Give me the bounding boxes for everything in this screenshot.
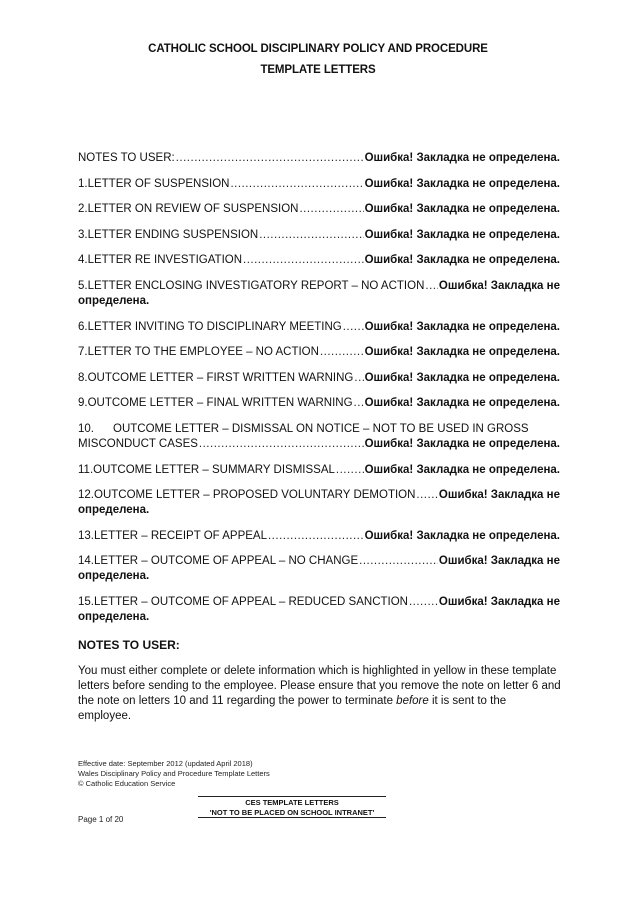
notes-emphasis: before (396, 695, 429, 707)
toc-entry-10[interactable] (78, 422, 560, 452)
toc-page-ref: Ошибка! Закладка не определена. (364, 346, 560, 359)
footer-meta (78, 759, 270, 789)
toc-label: LETTER ENCLOSING INVESTIGATORY REPORT – NO ACTION (87, 279, 425, 292)
toc-number: 15. (78, 595, 94, 608)
toc-leader-dots (425, 279, 438, 294)
toc-leader-dots (354, 396, 364, 411)
footer-notice-box (198, 796, 386, 818)
effective-date: Effective date: September 2012 (updated April 2018) (78, 759, 253, 768)
toc-entry-3[interactable] (78, 228, 560, 243)
toc-page-ref-continued: определена. (78, 610, 150, 623)
toc-page-ref: Ошибка! Закладка не определена. (364, 437, 560, 450)
toc-number: 13. (78, 529, 94, 542)
document-name: Wales Disciplinary Policy and Procedure Template Letters (78, 769, 270, 778)
toc-label: LETTER TO THE EMPLOYEE – NO ACTION (87, 346, 319, 359)
toc-label: LETTER RE INVESTIGATION (87, 254, 243, 267)
toc-number: 2. (78, 203, 88, 216)
toc-label: LETTER – RECEIPT OF APPEAL (94, 529, 267, 542)
toc-number: 7. (78, 346, 88, 359)
toc-leader-dots (230, 177, 363, 192)
toc-leader-dots (416, 488, 438, 503)
toc-label: LETTER ON REVIEW OF SUSPENSION (87, 203, 299, 216)
toc-number: 10. (78, 422, 94, 435)
toc-page-ref: Ошибка! Закладка не определена. (364, 320, 560, 333)
toc-entry-8[interactable] (78, 371, 560, 386)
page-number: Page 1 of 20 (78, 815, 124, 824)
toc-label: LETTER OF SUSPENSION (87, 177, 230, 190)
toc-number: 1. (78, 177, 88, 190)
toc-label: OUTCOME LETTER – SUMMARY DISMISSAL (93, 463, 335, 476)
toc-page-ref-continued: определена. (78, 294, 150, 307)
toc-entry-9[interactable] (78, 396, 560, 411)
toc-leader-dots (359, 554, 438, 569)
toc-page-ref: Ошибка! Закладка не (438, 279, 560, 292)
notes-text-end: it is sent to the employee. (78, 695, 507, 722)
toc-entry-15[interactable] (78, 595, 560, 625)
notes-heading: NOTES TO USER: (78, 638, 180, 652)
toc-label: LETTER – OUTCOME OF APPEAL – NO CHANGE (94, 555, 359, 568)
toc-leader-dots (199, 437, 364, 452)
toc-entry-11[interactable] (78, 463, 560, 478)
toc-number: 3. (78, 228, 88, 241)
toc-page-ref: Ошибка! Закладка не определена. (364, 203, 560, 216)
footer-notice-warning: 'NOT TO BE PLACED ON SCHOOL INTRANET' (209, 807, 375, 817)
copyright: © Catholic Education Service (78, 779, 176, 788)
toc-entry-14[interactable] (78, 554, 560, 584)
toc-leader-dots (409, 595, 438, 610)
toc-page-ref-continued: определена. (78, 570, 150, 583)
toc-leader-dots (268, 529, 364, 544)
toc-label: OUTCOME LETTER – FIRST WRITTEN WARNING (87, 371, 354, 384)
toc-page-ref: Ошибка! Закладка не (438, 555, 560, 568)
table-of-contents (78, 151, 560, 636)
toc-page-ref: Ошибка! Закладка не определена. (364, 254, 560, 267)
toc-entry-6[interactable] (78, 320, 560, 335)
toc-leader-dots (299, 202, 363, 217)
toc-number: 6. (78, 320, 88, 333)
toc-page-ref: Ошибка! Закладка не определена. (364, 397, 560, 410)
toc-number: 4. (78, 254, 88, 267)
toc-number: 12. (78, 489, 94, 502)
toc-entry-2[interactable] (78, 202, 560, 217)
toc-label-continued: MISCONDUCT CASES (78, 437, 198, 450)
toc-page-ref-continued: определена. (78, 504, 150, 517)
toc-page-ref: Ошибка! Закладка не определена. (364, 228, 560, 241)
toc-number: 11. (78, 463, 94, 476)
notes-body (78, 664, 562, 724)
toc-number: 5. (78, 279, 88, 292)
toc-label: LETTER INVITING TO DISCIPLINARY MEETING (87, 320, 342, 333)
document-subtitle: TEMPLATE LETTERS (260, 64, 376, 76)
toc-leader-dots (243, 253, 364, 268)
toc-leader-dots (336, 463, 364, 478)
toc-label: OUTCOME LETTER – PROPOSED VOLUNTARY DEMOTION (94, 489, 416, 502)
toc-leader-dots (354, 371, 363, 386)
toc-label: LETTER – OUTCOME OF APPEAL – REDUCED SANCTION (94, 595, 408, 608)
toc-label: OUTCOME LETTER – DISMISSAL ON NOTICE – NOT TO BE USED IN GROSS (113, 422, 529, 435)
footer-notice-title: CES TEMPLATE LETTERS (245, 798, 339, 807)
toc-entry-4[interactable] (78, 253, 560, 268)
toc-label: LETTER ENDING SUSPENSION (87, 228, 259, 241)
toc-number: 14. (78, 555, 94, 568)
toc-entry-5[interactable] (78, 279, 560, 309)
toc-label: NOTES TO USER: (78, 152, 175, 164)
toc-page-ref: Ошибка! Закладка не определена. (364, 371, 560, 384)
toc-leader-dots (343, 320, 364, 335)
toc-page-ref: Ошибка! Закладка не определена. (364, 529, 560, 542)
toc-page-ref: Ошибка! Закладка не определена. (364, 177, 560, 190)
toc-page-ref: Ошибка! Закладка не определена. (364, 463, 560, 476)
toc-page-ref: Ошибка! Закладка не (438, 595, 560, 608)
toc-number: 8. (78, 371, 88, 384)
toc-entry-1[interactable] (78, 177, 560, 192)
toc-leader-dots (176, 151, 364, 166)
toc-entry-7[interactable] (78, 345, 560, 360)
toc-entry-12[interactable] (78, 488, 560, 518)
toc-page-ref: Ошибка! Закладка не (438, 489, 560, 502)
notes-text: You must either complete or delete information which is highlighted in yellow in these template letters before sending to the employee. Please ensure that you remove the note on letter 6 and the note on letters 10 and 11 regarding the power to terminate (78, 665, 561, 707)
document-title: CATHOLIC SCHOOL DISCIPLINARY POLICY AND PROCEDURE (148, 43, 488, 55)
toc-leader-dots (259, 228, 363, 243)
toc-label: OUTCOME LETTER – FINAL WRITTEN WARNING (87, 397, 353, 410)
toc-entry-notes[interactable] (78, 151, 560, 166)
toc-leader-dots (320, 345, 364, 360)
toc-entry-13[interactable] (78, 529, 560, 544)
toc-page-ref: Ошибка! Закладка не определена. (364, 152, 560, 164)
toc-number: 9. (78, 397, 88, 410)
